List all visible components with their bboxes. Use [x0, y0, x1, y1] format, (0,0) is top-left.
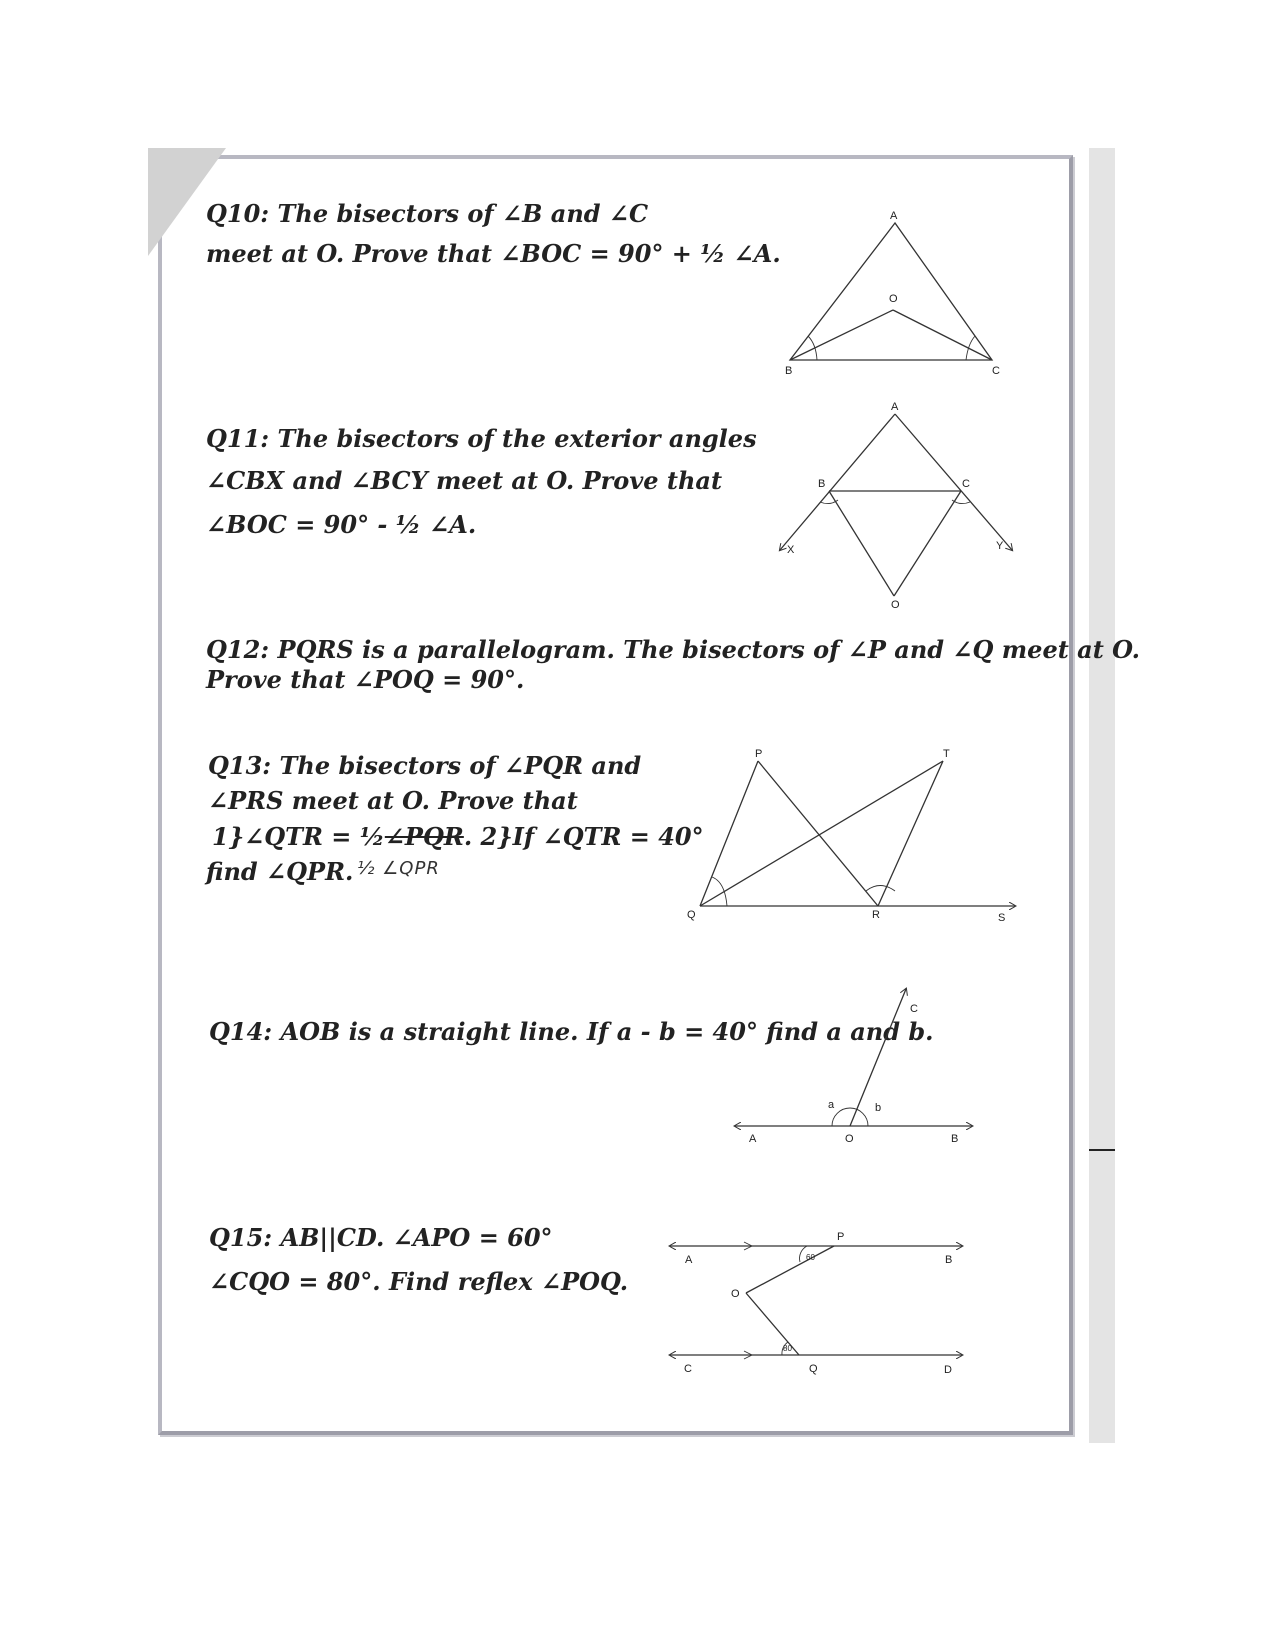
q11-ray-ay — [895, 414, 1012, 550]
q11-label-b: B — [818, 478, 826, 490]
q13-bisector-qt — [700, 761, 943, 906]
q15-label-o: O — [731, 1288, 740, 1300]
q13-label-s: S — [998, 912, 1006, 924]
q11-label-x: X — [787, 544, 795, 556]
q11-label-y: Y — [996, 540, 1004, 552]
q14-label-a-angle: a — [828, 1099, 835, 1111]
q10-label-a: A — [890, 210, 898, 222]
q14-line1: Q14: AOB is a straight line. If a - b = 40° find a and b. — [209, 1017, 934, 1046]
q11-label-c: C — [962, 478, 970, 490]
q11-figure — [780, 401, 1012, 611]
q15-label-80: 80 — [783, 1344, 792, 1353]
q10-line1: Q10: The bisectors of ∠B and ∠C — [206, 199, 649, 228]
q14-figure — [735, 989, 972, 1145]
q13-line3-part2: . 2}If ∠QTR = 40° — [463, 822, 704, 851]
q14-label-a: A — [749, 1133, 757, 1145]
q15-label-c: C — [684, 1363, 692, 1375]
q15-label-p: P — [837, 1231, 845, 1243]
q13-bisector-rt — [878, 761, 943, 906]
q15-line1: Q15: AB||CD. ∠APO = 60° — [209, 1223, 553, 1252]
q11-bisector-bo — [829, 491, 894, 596]
q11-line2: ∠CBX and ∠BCY meet at O. Prove that — [206, 466, 723, 495]
q10-bisector-bo — [790, 310, 893, 360]
q14-label-c: C — [910, 1003, 918, 1015]
q11-label-o: O — [891, 599, 900, 611]
q13-label-t: T — [943, 748, 950, 760]
q15-label-a: A — [685, 1254, 693, 1266]
q14-label-o: O — [845, 1133, 854, 1145]
q12-line1: Q12: PQRS is a parallelogram. The bisectors of ∠P and ∠Q meet at O. — [206, 635, 1140, 664]
q10-label-b: B — [785, 365, 793, 377]
q13-label-r: R — [872, 909, 880, 921]
q14-label-b: B — [951, 1133, 959, 1145]
q10-label-o: O — [889, 293, 898, 305]
q13-figure — [687, 748, 1015, 924]
q13-struck-text: ∠PQR — [384, 822, 464, 851]
q11-bisector-co — [894, 491, 961, 596]
q13-line3-part1: 1}∠QTR = ½ — [212, 822, 385, 851]
q14-angle-arc — [832, 1108, 868, 1126]
q12-line2: Prove that ∠POQ = 90°. — [206, 665, 525, 694]
q15-label-d: D — [944, 1364, 952, 1376]
q10-label-c: C — [992, 365, 1000, 377]
q13-label-p: P — [755, 748, 763, 760]
q13-line4: find ∠QPR. — [206, 857, 354, 886]
q15-figure — [670, 1231, 962, 1376]
q13-line2: ∠PRS meet at O. Prove that — [208, 786, 578, 815]
q13-angle-arc-r — [866, 886, 895, 892]
q10-line2: meet at O. Prove that ∠BOC = 90° + ½ ∠A. — [206, 239, 781, 268]
q13-label-q: Q — [687, 909, 696, 921]
q10-figure — [785, 210, 1000, 377]
q10-triangle-abc — [790, 223, 992, 360]
q13-segment-qp — [700, 761, 758, 906]
q13-line1: Q13: The bisectors of ∠PQR and — [208, 751, 642, 780]
q15-segment-po — [746, 1246, 834, 1293]
q11-ray-ax — [780, 414, 895, 550]
q15-label-60: 60 — [806, 1253, 815, 1262]
q10-bisector-co — [893, 310, 992, 360]
handwritten-note: ½ ∠QPR — [357, 858, 440, 879]
q15-line2: ∠CQO = 80°. Find reflex ∠POQ. — [209, 1267, 629, 1296]
q14-label-b-angle: b — [875, 1102, 882, 1114]
q15-label-b: B — [945, 1254, 953, 1266]
q15-label-q: Q — [809, 1363, 818, 1375]
q11-label-a: A — [891, 401, 899, 413]
q11-line3: ∠BOC = 90° - ½ ∠A. — [206, 510, 477, 539]
q13-segment-pr — [758, 761, 878, 906]
q11-line1: Q11: The bisectors of the exterior angles — [206, 424, 757, 453]
